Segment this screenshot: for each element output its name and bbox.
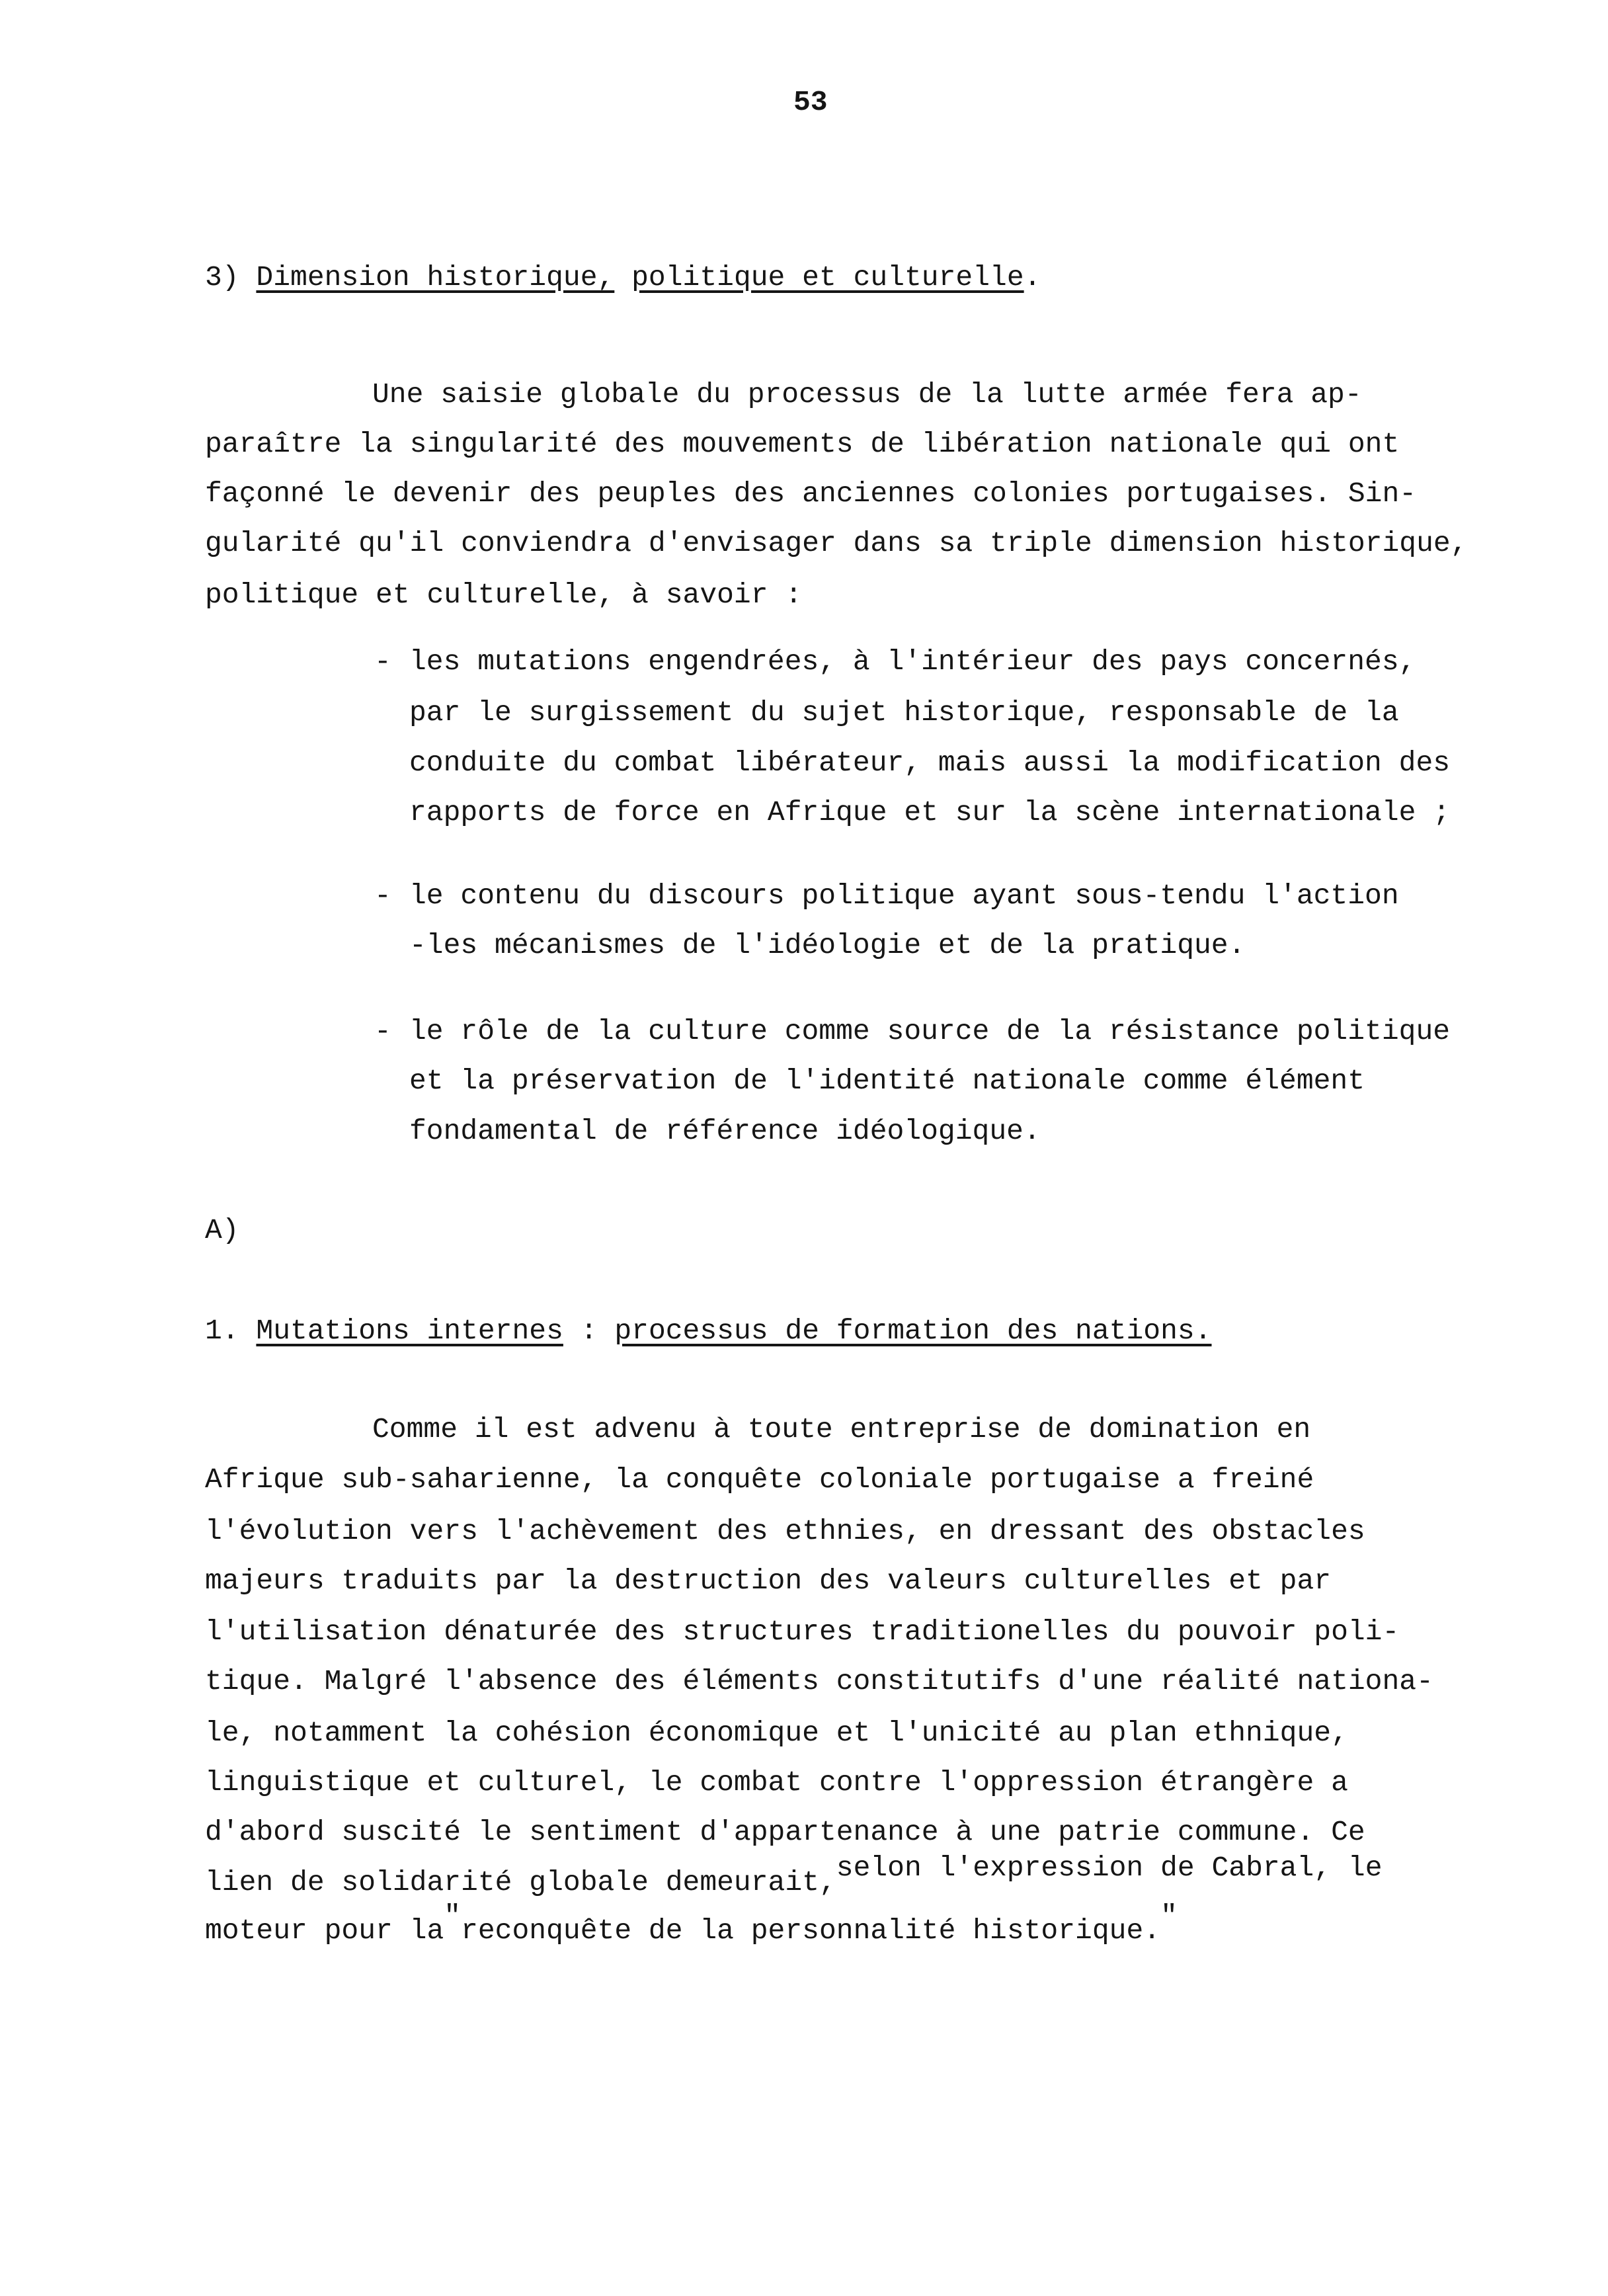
section-title-separator: : [580,1315,598,1347]
para2-line: l'évolution vers l'achèvement des ethnies, en dressant des obstacles [205,1515,1365,1547]
section-heading-3 [205,261,1041,294]
section-number: 1. [205,1315,239,1347]
section-number: 3) [205,261,239,294]
para2-line: d'abord suscité le sentiment d'appartenance à une patrie commune. Ce [205,1816,1365,1848]
para1-line: paraître la singularité des mouvements de libération nationale qui ont [205,428,1400,460]
section-heading-1 [205,1315,1212,1348]
para2-line: l'utilisation dénaturée des structures traditionelles du pouvoir poli- [205,1616,1400,1648]
para2-line: tique. Malgré l'absence des éléments constitutifs d'une réalité nationa- [205,1665,1433,1698]
bullet-dash: - [374,880,391,912]
para2-line: Comme il est advenu à toute entreprise de domination en [372,1413,1311,1446]
para2-line-text: moteur pour la [205,1914,444,1947]
section-title-part1: Mutations internes [256,1315,563,1347]
para1-line: Une saisie globale du processus de la lutte armée fera ap- [372,378,1362,411]
subsection-a: A) [205,1214,239,1247]
section-title-part1: Dimension historique, [256,261,615,294]
open-quote: " [444,1900,462,1932]
bullet-line: conduite du combat libérateur, mais aussi la modification des [409,747,1451,779]
para2-line-text: lien de solidarité globale demeurait, [205,1866,836,1899]
para2-line [205,1852,1383,1899]
close-quote: " [1160,1900,1178,1932]
para2-line: linguistique et culturel, le combat contre l'oppression étrangère a [205,1766,1348,1799]
section-title-part2: politique et culturelle [631,261,1024,294]
para2-raised-text: selon l'expression de Cabral, le [836,1852,1383,1884]
section-title-part2: processus de formation des nations. [614,1315,1212,1347]
bullet-dash: - [374,645,391,678]
section-title-end: . [1024,261,1041,294]
para1-line: politique et culturelle, à savoir : [205,579,803,611]
bullet-line: fondamental de référence idéologique. [409,1115,1041,1147]
para2-line [205,1900,1178,1948]
bullet-line: rapports de force en Afrique et sur la scène internationale ; [409,796,1451,829]
quotation-text: reconquête de la personnalité historique. [461,1914,1161,1947]
bullet-line: et la préservation de l'identité nationale comme élément [409,1065,1365,1097]
para2-line: majeurs traduits par la destruction des valeurs culturelles et par [205,1565,1332,1597]
para1-line: façonné le devenir des peuples des anciennes colonies portugaises. Sin- [205,477,1417,510]
bullet-line: -les mécanismes de l'idéologie et de la pratique. [409,929,1246,962]
bullet-line: le rôle de la culture comme source de la résistance politique [409,1015,1451,1047]
para1-line: gularité qu'il conviendra d'envisager dans sa triple dimension historique, [205,527,1468,559]
page-number: 53 [793,86,828,118]
bullet-line: le contenu du discours politique ayant sous-tendu l'action [409,880,1399,912]
para2-line: Afrique sub-saharienne, la conquête coloniale portugaise a freiné [205,1463,1314,1496]
bullet-line: les mutations engendrées, à l'intérieur des pays concernés, [409,645,1416,678]
bullet-line: par le surgissement du sujet historique, responsable de la [409,696,1399,729]
bullet-dash: - [374,1015,391,1047]
para2-line: le, notamment la cohésion économique et l'unicité au plan ethnique, [205,1717,1348,1749]
